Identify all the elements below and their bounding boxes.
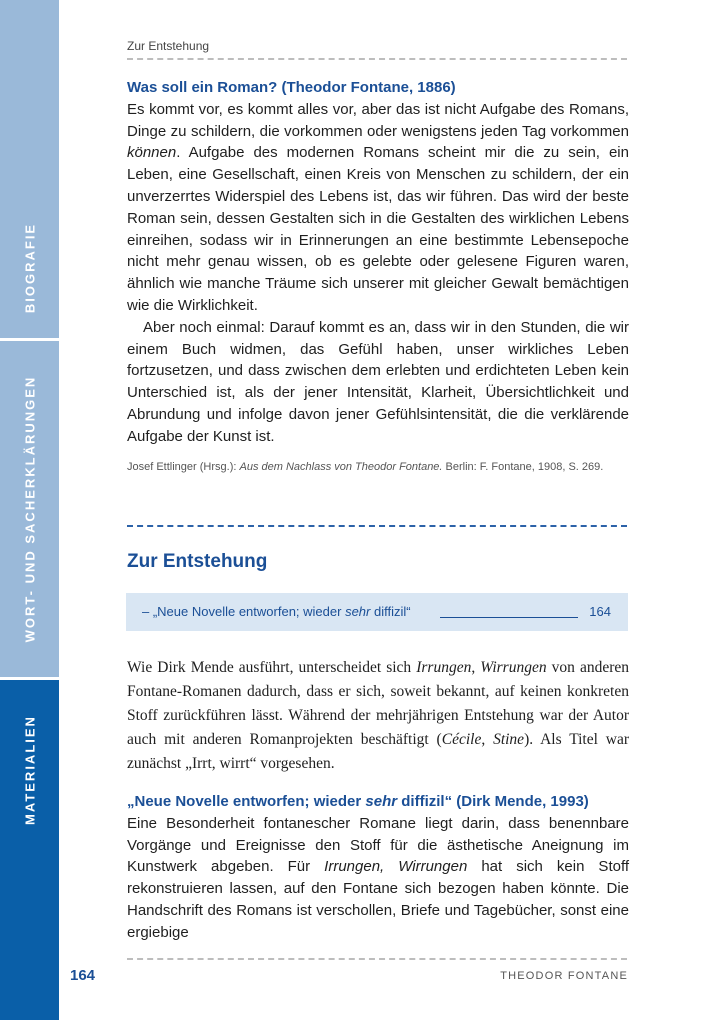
section-sidebar: [0, 0, 59, 1020]
mende-quote-paragraph: Eine Besonderheit fontanescher Romane liegt darin, dass benennbare Vorgänge und Ereignisse den Stoff für die ästhetische Aneignung im Kunstwerk abgeben. Für Irrungen, Wirrungen hat sich kein Stoff rekonstruieren lassen, auf den Fontane sich bezogen haben könnte. Die Handschrift des Romans ist verschollen, Briefe und Tagebücher, sonst eine ergiebige: [127, 814, 630, 941]
tab-materialien-label: MATERIALIEN: [22, 715, 37, 825]
fontane-quote-paragraph-2: Aber noch einmal: Darauf kommt es an, dass wir in den Stunden, die wir einem Buch widmen, das Gefühl haben, unser wirkliches Leben fortzusetzen, und dass zwischen dem erlebten und erdichteten Leben kein Unterschied ist, als der jener Intensität, Klarheit, Übersichtlichkeit und Abrundung und infolge davon jener Gefühlsintensität, die die verklärende Aufgabe der Kunst ist.: [127, 318, 629, 445]
tab-materialien[interactable]: [0, 680, 59, 1020]
header-divider: [127, 58, 627, 60]
intro-paragraph: Wie Dirk Mende ausführt, unterscheidet sich Irrungen, Wirrungen von anderen Fontane-Romanen dadurch, dass er sich, soweit bekannt, auf keinen konkreten Stoff zurückführen lässt. Während der mehrjährigen Entstehung war der Autor auch mit anderen Romanprojekten beschäftigt (Cécile, Stine). Als Titel war zunächst „Irrt, wirrt“ vorgesehen.: [127, 659, 630, 772]
section-divider: [127, 525, 627, 527]
fontane-quote: [127, 77, 629, 448]
fontane-quote-paragraph-1: Es kommt vor, es kommt alles vor, aber das ist nicht Aufgabe des Romans, Dinge zu schildern, die vorkommen oder wenigstens jeden Tag vorkommen können. Aufgabe des modernen Romans scheint mir die zu sein, ein Leben, eine Gesellschaft, einen Kreis von Menschen zu schildern, der ein unverzerrtes Widerspiel des Lebens ist, das wir führen. Das wird der beste Roman sein, dessen Gestalten sich in die Gestalten des wirklichen Lebens einreihen, sodass wir in Erinnerungen an eine bestimmte Lebensepoche nicht mehr genau wissen, ob es gelebte oder gelesene Figuren waren, ähnlich wie manche Träume sich unserer mit gleicher Gewalt bemächtigen wie die Wirklichkeit.: [127, 100, 629, 314]
fontane-quote-heading: Was soll ein Roman? (Theodor Fontane, 1886): [127, 79, 456, 96]
footer-divider: [127, 958, 627, 960]
page-number: 164: [70, 967, 96, 984]
mende-quote: [127, 791, 629, 944]
toc-box: [126, 593, 628, 631]
mende-quote-heading: „Neue Novelle entworfen; wieder sehr diffizil“ (Dirk Mende, 1993): [127, 793, 589, 810]
section-title: Zur Entstehung: [127, 551, 268, 572]
running-head: Zur Entstehung: [127, 39, 210, 53]
toc-leader-line: [440, 617, 578, 618]
toc-page-number: 164: [589, 604, 611, 619]
source-citation: Josef Ettlinger (Hrsg.): Aus dem Nachlass von Theodor Fontane. Berlin: F. Fontane, 1908, S. 269.: [127, 461, 604, 473]
tab-biografie[interactable]: [0, 0, 59, 338]
toc-entry[interactable]: – „Neue Novelle entworfen; wieder sehr diffizil“: [142, 604, 411, 619]
tab-wort-label: WORT- UND SACHERKLÄRUNGEN: [22, 375, 37, 643]
footer-author: THEODOR FONTANE: [500, 970, 628, 982]
tab-biografie-label: BIOGRAFIE: [22, 222, 37, 314]
tab-wort-und-sacherklaerungen[interactable]: [0, 341, 59, 677]
